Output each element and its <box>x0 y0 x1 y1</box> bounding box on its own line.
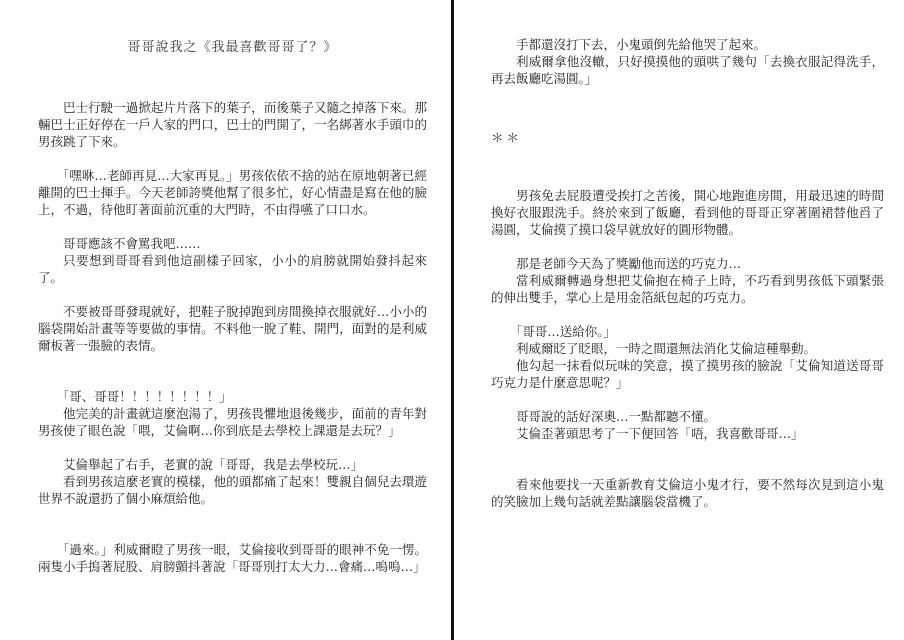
paragraph: 哥哥應該不會罵我吧…… <box>63 236 201 251</box>
paragraph: 手都還沒打下去，小鬼頭倒先給他哭了起來。 <box>516 37 767 52</box>
paragraph: 「過來。」利威爾瞪了男孩一眼，艾倫接收到哥哥的眼神不免一愣。兩隻小手摀著屁股、肩膀顫抖著說「哥哥別打太大力…會痛…嗚嗚…」 <box>38 542 427 574</box>
paragraph: 「哥、哥哥！！！！！！！！」 <box>56 389 232 404</box>
right-page <box>455 0 904 640</box>
paragraph: 那是老師今天為了獎勵他而送的巧克力… <box>516 256 742 271</box>
paragraph: 哥哥說的話好深奧…一點都聽不懂。 <box>516 409 717 424</box>
paragraph: 只要想到哥哥看到他這副樣子回家，小小的肩膀就開始發抖起來了。 <box>38 253 427 285</box>
paragraph: 艾倫舉起了右手，老實的說「哥哥，我是去學校玩…」 <box>63 457 364 472</box>
story-title: 哥哥說我之《我最喜歡哥哥了？》 <box>127 40 338 55</box>
left-page <box>0 0 451 640</box>
paragraph: 不要被哥哥發現就好，把鞋子脫掉跑到房間換掉衣服就好…小小的腦袋開始計畫等等要做的事情。不料他一脫了鞋、開門，面對的是利威爾板著一張臉的表情。 <box>38 304 427 353</box>
page-divider <box>451 0 454 640</box>
paragraph: 男孩免去屁股遭受挨打之苦後，開心地跑進房間，用最迅速的時間換好衣服跟洗手。終於來到了飯廳，看到他的哥哥正穿著圍裙替他舀了湯圓，艾倫摸了摸口袋早就放好的圓形物體。 <box>491 188 884 237</box>
paragraph: 看來他要找一天重新教育艾倫這小鬼才行，要不然每次見到這小鬼的笑臉加上幾句話就差點讓腦袋當機了。 <box>491 477 884 509</box>
paragraph: 他完美的計畫就這麼泡湯了，男孩畏懼地退後幾步，面前的青年對男孩使了眼色說「喂，艾倫啊…你到底是去學校上課還是去玩？」 <box>38 406 427 438</box>
paragraph: 利威爾拿他沒轍，只好摸摸他的頭哄了幾句「去換衣服記得洗手，再去飯廳吃湯圓。」 <box>491 54 884 86</box>
paragraph: 利威爾眨了眨眼，一時之間還無法消化艾倫這種舉動。 <box>516 341 817 356</box>
paragraph: 當利威爾轉過身想把艾倫抱在椅子上時，不巧看到男孩低下頭緊張的伸出雙手，掌心上是用金箔紙包起的巧克力。 <box>491 273 884 305</box>
section-break: ＊＊ <box>491 130 523 145</box>
paragraph: 巴士行駛一過掀起片片落下的葉子，而後葉子又隨之掉落下來。那輛巴士正好停在一戶人家的門口，巴士的門開了，一名綁著水手頭巾的男孩跳了下來。 <box>38 100 427 149</box>
paragraph: 看到男孩這麼老實的模樣，他的頭都痛了起來！雙親自個兒去環遊世界不說還扔了個小麻煩給他。 <box>38 474 427 506</box>
paragraph: 他勾起一抹看似玩味的笑意，摸了摸男孩的臉說「艾倫知道送哥哥巧克力是什麼意思呢？」 <box>491 358 884 390</box>
paragraph: 艾倫歪著頭思考了一下便回答「唔，我喜歡哥哥…」 <box>516 426 804 441</box>
paragraph: 「嘿咻…老師再見…大家再見。」男孩依依不捨的站在原地朝著已經離開的巴士揮手。今天老師誇獎他幫了很多忙，好心情盡是寫在他的臉上，不過，待他盯著面前沉重的大門時，不由得嚥了口口水。 <box>38 168 427 217</box>
paragraph: 「哥哥…送給你。」 <box>509 324 617 339</box>
